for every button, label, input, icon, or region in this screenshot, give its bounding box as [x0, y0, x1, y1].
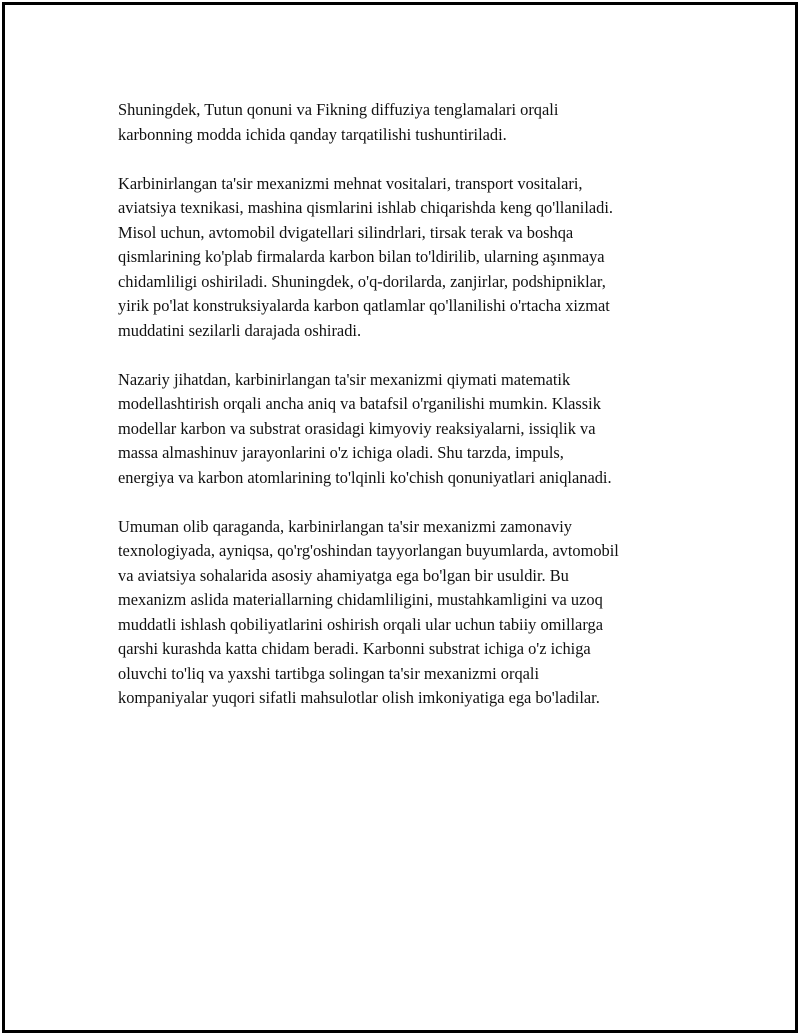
paragraph-3	[118, 368, 688, 491]
paragraph-2	[118, 172, 688, 344]
text-line: oluvchi to'liq va yaxshi tartibga solingan ta'sir mexanizmi orqali	[118, 663, 540, 683]
text-line: kompaniyalar yuqori sifatli mahsulotlar olish imkoniyatiga ega bo'ladilar.	[118, 688, 600, 707]
text-line: Nazariy jihatdan, karbinirlangan ta'sir mexanizmi qiymati matematik	[118, 369, 571, 389]
paragraph-1	[118, 98, 688, 147]
text-line: karbonning modda ichida qanday tarqatilishi tushuntiriladi.	[118, 124, 507, 144]
document-body	[118, 98, 688, 735]
text-line: aviatsiya texnikasi, mashina qismlarini ishlab chiqarishda keng qo'llaniladi.	[118, 198, 614, 217]
page-frame	[2, 2, 798, 1033]
text-line: qarshi kurashda katta chidam beradi. Karbonni substrat ichiga o'z ichiga	[118, 639, 591, 658]
text-line: muddatini sezilarli darajada oshiradi.	[118, 320, 362, 340]
text-line: yirik po'lat konstruksiyalarda karbon qatlamlar qo'llanilishi o'rtacha xizmat	[118, 296, 610, 315]
text-line: modellar karbon va substrat orasidagi kimyoviy reaksiyalarni, issiqlik va	[118, 418, 596, 438]
text-line: qismlarining ko'plab firmalarda karbon bilan to'ldirilib, ularning aşınmaya	[118, 247, 605, 266]
text-line: Shuningdek, Tutun qonuni va Fikning diffuziya tenglamalari orqali	[118, 100, 559, 119]
text-line: Misol uchun, avtomobil dvigatellari silindrlari, tirsak terak va boshqa	[118, 222, 574, 242]
text-line: energiya va karbon atomlarining to'lqinli ko'chish qonuniyatlari aniqlanadi.	[118, 467, 612, 487]
paragraph-4	[118, 515, 688, 711]
text-line: Umuman olib qaraganda, karbinirlangan ta'sir mexanizmi zamonaviy	[118, 516, 572, 536]
text-line: massa almashinuv jarayonlarini o'z ichiga oladi. Shu tarzda, impuls,	[118, 443, 564, 462]
text-line: mexanizm aslida materiallarning chidamliligini, mustahkamligini va uzoq	[118, 590, 603, 609]
text-line: muddatli ishlash qobiliyatlarini oshirish orqali ular uchun tabiiy omillarga	[118, 614, 603, 634]
text-line: va aviatsiya sohalarida asosiy ahamiyatga ega bo'lgan bir usuldir. Bu	[118, 565, 569, 585]
text-line: Karbinirlangan ta'sir mexanizmi mehnat vositalari, transport vositalari,	[118, 173, 583, 193]
text-line: modellashtirish orqali ancha aniq va batafsil o'rganilishi mumkin. Klassik	[118, 394, 601, 413]
text-line: texnologiyada, ayniqsa, qo'rg'oshindan tayyorlangan buyumlarda, avtomobil	[118, 541, 619, 560]
text-line: chidamliligi oshiriladi. Shuningdek, o'q-dorilarda, zanjirlar, podshipniklar,	[118, 271, 606, 291]
